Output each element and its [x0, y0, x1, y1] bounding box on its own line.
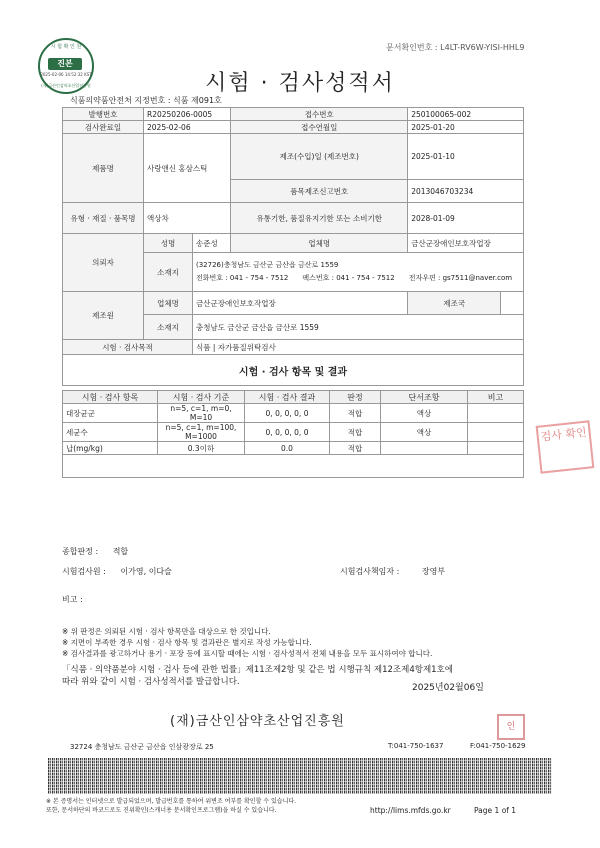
client-company: 금산군장애인보호작업장	[408, 234, 524, 253]
seal-date: 2025-02-06 14:52:32 KST	[40, 72, 92, 77]
purpose: 식품 | 자가품질위탁검사	[193, 340, 524, 355]
row-judgement: 적합	[330, 423, 381, 442]
complete-date-label: 검사완료일	[63, 121, 144, 134]
expiry-label: 유통기한, 품질유지기한 또는 소비기한	[231, 203, 408, 234]
report-no: 2013046703234	[408, 180, 524, 203]
organization-seal: 인	[497, 714, 525, 740]
mfg-date: 2025-01-10	[408, 134, 524, 180]
receipt-no: 250100065-002	[408, 108, 524, 121]
results-empty-area	[63, 455, 524, 478]
note-line: ※ 위 판정은 의뢰된 시험 · 검사 항목만을 대상으로 한 것입니다.	[62, 627, 271, 636]
results-table	[62, 390, 524, 478]
row-standard: n=5, c=1, m=100, M=1000	[158, 423, 245, 442]
purpose-label: 시험 · 검사목적	[63, 340, 193, 355]
maker-address-label: 소재지	[144, 315, 193, 340]
header-standard: 시험 · 검사 기준	[158, 391, 245, 404]
manager-value: 장영부	[421, 567, 446, 576]
seal-badge: 진본	[48, 58, 82, 70]
maker-company: 금산군장애인보호작업장	[193, 292, 408, 315]
row-note	[468, 423, 524, 442]
header-item: 시험 · 검사 항목	[63, 391, 158, 404]
client-address-label: 소재지	[144, 253, 193, 292]
client-name: 송준성	[193, 234, 231, 253]
row-judgement: 적합	[330, 404, 381, 423]
remark-label: 비고 :	[62, 595, 83, 604]
footer-url[interactable]: http://lims.mfds.go.kr	[370, 806, 451, 815]
row-item: 세균수	[63, 423, 158, 442]
row-clause: 액상	[381, 404, 468, 423]
country	[501, 292, 524, 315]
page-number: Page 1 of 1	[474, 806, 517, 815]
page-title: 시험 · 검사성적서	[205, 71, 395, 96]
info-table	[62, 107, 524, 386]
issue-date: 2025년02월06일	[412, 683, 484, 693]
table-row	[63, 442, 524, 455]
law-line-2: 따라 위와 같이 시험 · 검사성적서를 발급합니다.	[62, 677, 240, 687]
note-line: ※ 검사결과를 광고하거나 용기 · 포장 등에 표시할 때에는 시험 · 검사성적서 전체 내용을 모두 표시하여야 합니다.	[62, 649, 433, 658]
receipt-date: 2025-01-20	[408, 121, 524, 134]
maker-company-label: 업체명	[144, 292, 193, 315]
red-stamp: 검사 확인	[536, 420, 595, 473]
barcode-overlay	[48, 758, 552, 794]
client-company-label: 업체명	[231, 234, 408, 253]
row-item: 납(mg/kg)	[63, 442, 158, 455]
complete-date: 2025-02-06	[144, 121, 231, 134]
footer-tel: T:041-750-1637	[388, 742, 444, 750]
footer-notes	[46, 797, 296, 815]
footer-note-1: ※ 본 증명서는 인터넷으로 발급되었으며, 발급번호를 통하여 위변조 여부를 확인할 수 있습니다.	[46, 798, 297, 805]
table-row	[63, 404, 524, 423]
mfg-date-label: 제조(수입)일 (제조번호)	[231, 134, 408, 180]
manager-label: 시험검사책임자 :	[340, 567, 400, 576]
row-note	[468, 404, 524, 423]
product-name: 사랑앤신 홍삼스틱	[144, 134, 231, 203]
maker-address: 충청남도 금산군 금산읍 금산로 1559	[193, 315, 524, 340]
issue-no-label: 발행번호	[63, 108, 144, 121]
receipt-no-label: 접수번호	[231, 108, 408, 121]
notes	[62, 626, 432, 659]
row-judgement: 적합	[330, 442, 381, 455]
client-address: (32726)충청남도 금산군 금산읍 금산로 1559	[196, 261, 339, 269]
header-result: 시험 · 검사 결과	[245, 391, 330, 404]
row-note	[468, 442, 524, 455]
maker-label: 제조원	[63, 292, 144, 340]
row-clause: 액상	[381, 423, 468, 442]
overall-value: 적합	[112, 547, 129, 556]
row-standard: 0.3이하	[158, 442, 245, 455]
type-label: 유형 · 재질 · 품목명	[63, 203, 144, 234]
client-fax: 팩스번호 : 041 - 754 - 7512	[302, 274, 395, 282]
footer-note-2: 또한, 문서하단의 바코드로도 진위확인(스캐너용 문서확인프로그램)을 하실 수 있습니다.	[46, 807, 277, 814]
footer-address: 32724 충청남도 금산군 금산읍 인삼광장로 25	[70, 743, 214, 751]
product-label: 제품명	[63, 134, 144, 203]
organization-name: (재)금산인삼약초산업진흥원	[170, 714, 345, 729]
client-label: 의뢰자	[63, 234, 144, 292]
overall-judgement	[62, 546, 128, 557]
note-line: ※ 지면이 부족한 경우 시험 · 검사 항목 및 결과란은 별지로 작성 가능합니다.	[62, 638, 312, 647]
manager	[340, 566, 445, 577]
law-line-1: 「식품 · 의약품분야 시험 · 검사 등에 관한 법률」제11조제2항 및 같은 법 시행규칙 제12조제4항제1호에	[62, 665, 453, 675]
client-phone: 전화번호 : 041 - 754 - 7512	[196, 274, 289, 282]
row-item: 대장균군	[63, 404, 158, 423]
row-result: 0, 0, 0, 0, 0	[245, 423, 330, 442]
overall-label: 종합판정 :	[62, 547, 99, 556]
designation-number: 식품의약품안전처 지정번호 : 식품 제091호	[70, 96, 222, 105]
report-no-label: 품목제조신고번호	[231, 180, 408, 203]
footer-fax: F:041-750-1629	[470, 742, 526, 750]
header-clause: 단서조항	[381, 391, 468, 404]
header-note: 비고	[468, 391, 524, 404]
row-result: 0, 0, 0, 0, 0	[245, 404, 330, 423]
inspector-label: 시험검사원 :	[62, 567, 106, 576]
table-row	[63, 423, 524, 442]
inspector	[62, 566, 172, 577]
row-result: 0.0	[245, 442, 330, 455]
client-email: 전자우편 : gs7511@naver.com	[408, 274, 513, 282]
row-clause	[381, 442, 468, 455]
header-judgement: 판정	[330, 391, 381, 404]
inspector-value: 이가영, 이다슬	[120, 567, 172, 576]
product-type: 액상차	[144, 203, 231, 234]
results-section-title: 시험 · 검사 항목 및 결과	[63, 355, 524, 386]
client-name-label: 성명	[144, 234, 193, 253]
expiry-date: 2028-01-09	[408, 203, 524, 234]
issue-no: R20250206-0005	[144, 108, 231, 121]
row-standard: n=5, c=1, m=0, M=10	[158, 404, 245, 423]
seal-bottom-text: (재)금산인삼약초산업진흥원	[41, 83, 91, 88]
country-label: 제조국	[408, 292, 501, 315]
seal-top-text: 시 험 확 인 원	[50, 44, 82, 50]
receipt-date-label: 접수연월일	[231, 121, 408, 134]
document-check-number: 문서확인번호 : L4LT-RV6W-YISI-HHL9	[386, 43, 525, 52]
